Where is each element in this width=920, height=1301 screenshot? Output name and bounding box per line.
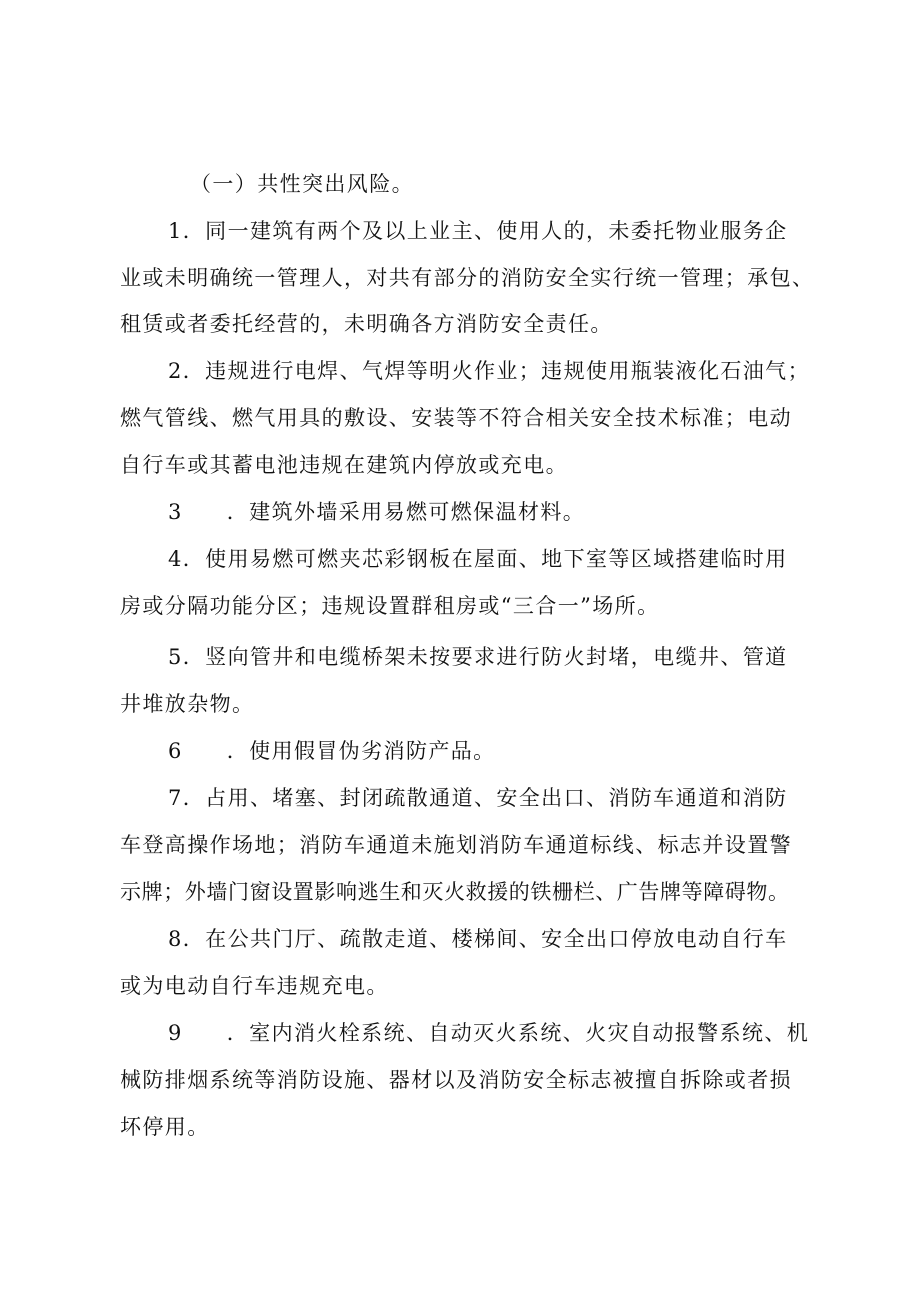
item-text: ．在公共门厅、疏散走道、楼梯间、安全出口停放电动自行车 xyxy=(182,927,788,951)
item-5-line-2: 井堆放杂物。 xyxy=(120,692,255,716)
item-number: 3 xyxy=(168,500,183,524)
section-heading: （一）共性突出风险。 xyxy=(190,172,414,196)
list-item-9 xyxy=(168,1019,868,1047)
item-text: ．建筑外墙采用易燃可燃保温材料。 xyxy=(226,500,586,524)
item-7-line-3: 示牌；外墙门窗设置影响逃生和灭火救援的铁栅栏、广告牌等障碍物。 xyxy=(120,880,790,904)
item-number: 2 xyxy=(168,359,183,383)
list-item-2 xyxy=(168,357,868,385)
item-8-line-2: 或为电动自行车违规充电。 xyxy=(120,974,389,998)
item-1-line-2: 业或未明确统一管理人，对共有部分的消防安全实行统一管理；承包、 xyxy=(120,266,815,290)
list-item-5 xyxy=(168,643,868,671)
item-2-line-2: 燃气管线、燃气用具的敷设、安装等不符合相关安全技术标准；电动 xyxy=(120,406,792,430)
item-1-line-3: 租赁或者委托经营的，未明确各方消防安全责任。 xyxy=(120,312,613,336)
item-4-line-2: 房或分隔功能分区；违规设置群租房或“三合一”场所。 xyxy=(120,594,660,618)
list-item-1 xyxy=(168,217,868,245)
item-number: 6 xyxy=(168,739,183,763)
item-2-line-3: 自行车或其蓄电池违规在建筑内停放或充电。 xyxy=(120,453,568,477)
item-number: 4 xyxy=(168,547,183,571)
item-9-line-3: 坏停用。 xyxy=(120,1115,210,1139)
item-text: ．使用易燃可燃夹芯彩钢板在屋面、地下室等区域搭建临时用 xyxy=(182,547,788,571)
list-item-6 xyxy=(168,737,868,765)
item-text: ．违规进行电焊、气焊等明火作业；违规使用瓶装液化石油气； xyxy=(182,359,810,383)
list-item-4 xyxy=(168,545,868,573)
list-item-8 xyxy=(168,925,868,953)
item-text: ．竖向管井和电缆桥架未按要求进行防火封堵，电缆井、管道 xyxy=(182,645,788,669)
item-text: ．室内消火栓系统、自动灭火系统、火灾自动报警系统、机 xyxy=(226,1021,810,1045)
item-number: 1 xyxy=(168,219,183,243)
item-number: 7 xyxy=(168,786,183,810)
item-number: 9 xyxy=(168,1021,183,1045)
item-text: ．占用、堵塞、封闭疏散通道、安全出口、消防车通道和消防 xyxy=(182,786,788,810)
item-text: ．使用假冒伪劣消防产品。 xyxy=(226,739,496,763)
item-9-line-2: 械防排烟系统等消防设施、器材以及消防安全标志被擅自拆除或者损 xyxy=(120,1068,792,1092)
item-number: 8 xyxy=(168,927,183,951)
list-item-3 xyxy=(168,498,868,526)
item-number: 5 xyxy=(168,645,183,669)
item-text: ．同一建筑有两个及以上业主、使用人的，未委托物业服务企 xyxy=(182,219,788,243)
item-7-line-2: 车登高操作场地；消防车通道未施划消防车通道标线、标志并设置警 xyxy=(120,833,792,857)
list-item-7 xyxy=(168,784,868,812)
